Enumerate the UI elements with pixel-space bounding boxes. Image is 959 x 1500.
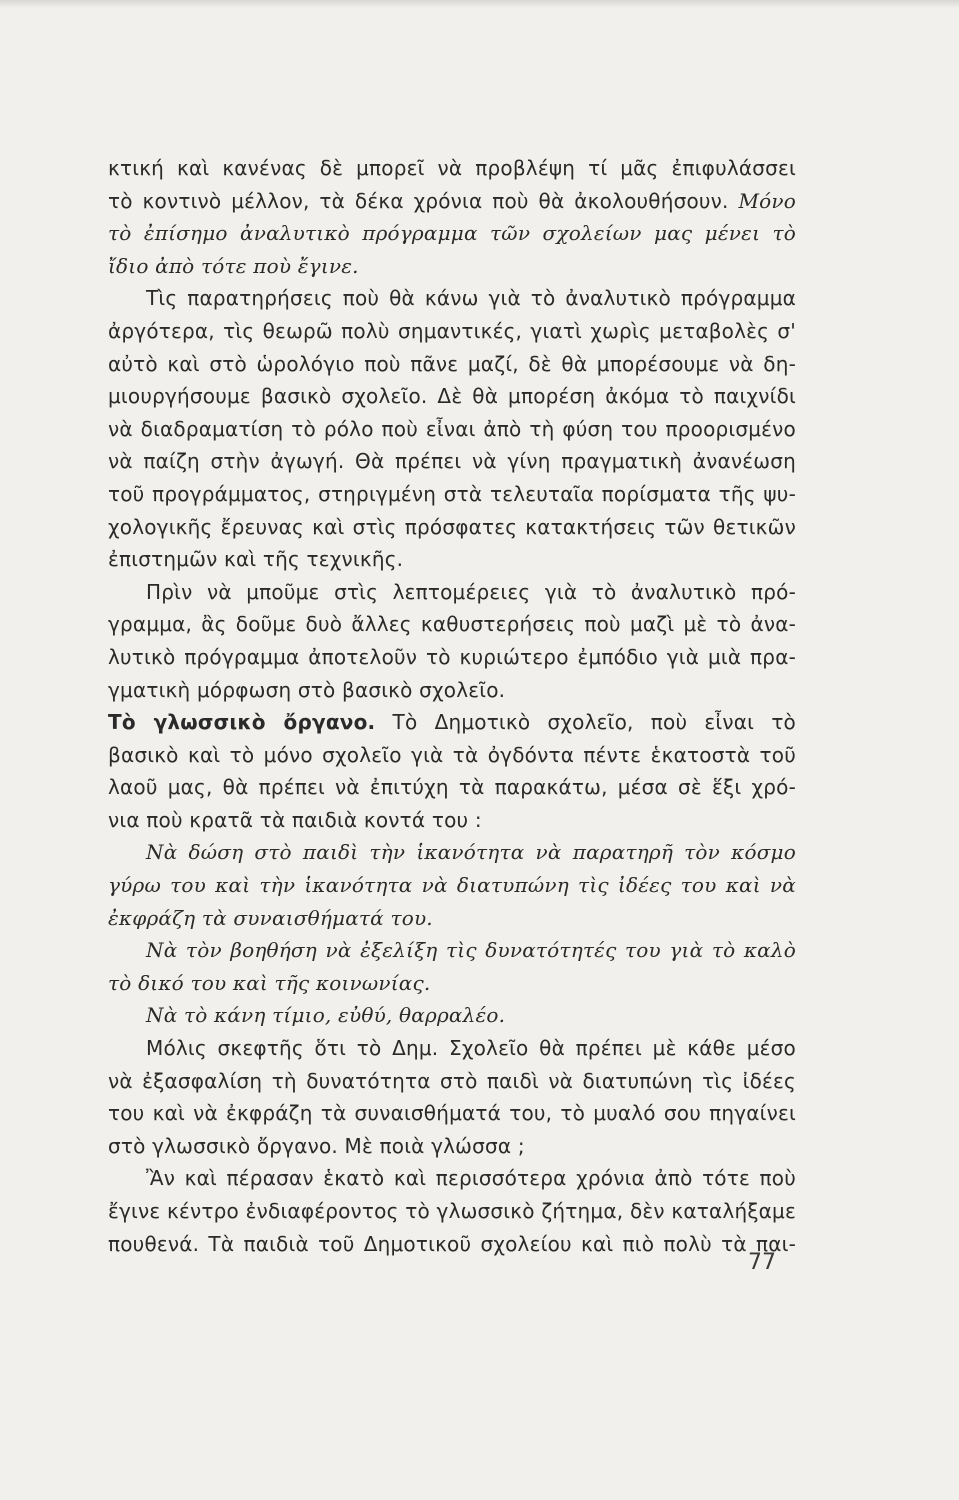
text-span: νὰ διαδραματίση τὸ ρόλο ποὺ εἶναι ἀπὸ τὴ φύση του προορισμένο: [108, 416, 796, 441]
text-span: λυτικὸ πρόγραμμα ἀποτελοῦν τὸ κυριώτερο ἐμπόδιο γιὰ μιὰ πρα-: [108, 644, 796, 669]
text-line: [108, 1195, 796, 1228]
text-span-italic: Μόνο: [738, 188, 796, 213]
text-line: [108, 641, 796, 674]
text-line: [108, 315, 796, 348]
text-span: Τὸ Δημοτικὸ σχολεῖο, ποὺ εἶναι τὸ: [375, 710, 796, 735]
page-number: 77: [748, 1250, 776, 1275]
text-span-italic: ἐκφράζη τὰ συναισθήματά του.: [108, 905, 433, 930]
text-line: [108, 1065, 796, 1098]
text-span: στὸ γλωσσικὸ ὄργανο. Μὲ ποιὰ γλώσσα ;: [108, 1133, 525, 1158]
text-line: [108, 348, 796, 381]
text-line: [108, 902, 796, 935]
text-line: [108, 739, 796, 772]
text-span: νὰ ἐξασφαλίση τὴ δυνατότητα στὸ παιδὶ νὰ διατυπώνη τὶς ἰδέες: [108, 1068, 796, 1093]
text-line: [108, 608, 796, 641]
text-span: αὐτὸ καὶ στὸ ὡρολόγιο ποὺ πᾶνε μαζί, δὲ θὰ μπορέσουμε νὰ δη-: [108, 351, 796, 376]
text-line: [108, 1032, 796, 1065]
section-heading: Τὸ γλωσσικὸ ὄργανο.: [108, 710, 376, 735]
text-line: [108, 478, 796, 511]
text-span: πουθενά. Τὰ παιδιὰ τοῦ Δημοτικοῦ σχολείου καὶ πιὸ πολὺ τὰ παι-: [108, 1231, 796, 1256]
text-line: [108, 706, 796, 739]
text-line: [108, 185, 796, 218]
text-span: μιουργήσουμε βασικὸ σχολεῖο. Δὲ θὰ μπορέση ἀκόμα τὸ παιχνίδι: [108, 384, 796, 409]
text-span: νια ποὺ κρατᾶ τὰ παιδιὰ κοντά του :: [108, 807, 482, 832]
text-span-italic: Νὰ τὸν βοηθήση νὰ ἐξελίξη τὶς δυνατότητές του γιὰ τὸ καλὸ: [146, 938, 796, 963]
text-span: κτική καὶ κανένας δὲ μπορεῖ νὰ προβλέψη τί μᾶς ἐπιφυλάσσει: [108, 156, 796, 180]
text-line: [108, 413, 796, 446]
text-line: [108, 445, 796, 478]
text-line: [108, 804, 796, 837]
text-span: τοῦ προγράμματος, στηριγμένη στὰ τελευταῖα πορίσματα τῆς ψυ-: [108, 481, 796, 506]
text-line: [108, 771, 796, 804]
text-line: [108, 934, 796, 967]
text-line: [108, 543, 796, 576]
text-line: [108, 282, 796, 315]
text-span-italic: ἴδιο ἀπὸ τότε ποὺ ἔγινε.: [108, 253, 359, 278]
text-span-italic: γύρω του καὶ τὴν ἱκανότητα νὰ διατυπώνη τὶς ἰδέες του καὶ νὰ: [108, 873, 796, 898]
text-line: [108, 1097, 796, 1130]
text-line: [108, 1228, 796, 1261]
text-line: [108, 250, 796, 283]
text-line: [108, 836, 796, 869]
text-span: λαοῦ μας, θὰ πρέπει νὰ ἐπιτύχη τὰ παρακάτω, μέσα σὲ ἕξι χρό-: [108, 775, 796, 800]
text-line: [108, 217, 796, 250]
text-line: [108, 511, 796, 544]
text-span: χολογικῆς ἔρευνας καὶ στὶς πρόσφατες κατακτήσεις τῶν θετικῶν: [108, 514, 796, 539]
text-span: γραμμα, ἂς δοῦμε δυὸ ἄλλες καθυστερήσεις ποὺ μαζὶ μὲ τὸ ἀνα-: [108, 612, 796, 637]
text-span: βασικὸ καὶ τὸ μόνο σχολεῖο γιὰ τὰ ὀγδόντα πέντε ἑκατοστὰ τοῦ: [108, 742, 796, 767]
text-span: ἔγινε κέντρο ἐνδιαφέροντος τὸ γλωσσικὸ ζήτημα, δὲν καταλήξαμε: [108, 1199, 796, 1223]
text-span: ἀργότερα, τὶς θεωρῶ πολὺ σημαντικές, γιατὶ χωρὶς μεταβολὲς σ': [108, 318, 796, 343]
text-span: Πρὶν νὰ μποῦμε στὶς λεπτομέρειες γιὰ τὸ ἀναλυτικὸ πρό-: [146, 579, 796, 604]
text-line: [108, 152, 796, 185]
text-line: [108, 1130, 796, 1163]
text-span: του καὶ νὰ ἐκφράζη τὰ συναισθήματά του, τὸ μυαλό σου πηγαίνει: [108, 1101, 796, 1126]
text-line: [108, 967, 796, 1000]
text-span: νὰ παίζη στὴν ἀγωγή. Θὰ πρέπει νὰ γίνη πραγματικὴ ἀνανέωση: [108, 449, 796, 474]
text-span-italic: Νὰ τὸ κάνη τίμιο, εὐθύ, θαρραλέο.: [146, 1003, 506, 1028]
text-line: [108, 869, 796, 902]
page-edge: [0, 0, 959, 8]
text-span: Μόλις σκεφτῆς ὅτι τὸ Δημ. Σχολεῖο θὰ πρέπει μὲ κάθε μέσο: [146, 1036, 796, 1061]
text-line: [108, 380, 796, 413]
text-line: [108, 576, 796, 609]
body-text: [108, 152, 796, 1260]
text-span: τὸ κοντινὸ μέλλον, τὰ δέκα χρόνια ποὺ θὰ ἀκολουθήσουν.: [108, 188, 739, 213]
text-line: [108, 1162, 796, 1195]
text-line: [108, 999, 796, 1032]
text-span: Τὶς παρατηρήσεις ποὺ θὰ κάνω γιὰ τὸ ἀναλυτικὸ πρόγραμμα: [146, 286, 796, 311]
text-span: Ἂν καὶ πέρασαν ἑκατὸ καὶ περισσότερα χρόνια ἀπὸ τότε ποὺ: [146, 1166, 796, 1191]
text-span: γματικὴ μόρφωση στὸ βασικὸ σχολεῖο.: [108, 677, 506, 702]
text-span-italic: Νὰ δώση στὸ παιδὶ τὴν ἱκανότητα νὰ παρατηρῆ τὸν κόσμο: [146, 840, 796, 865]
text-line: [108, 674, 796, 707]
text-span-italic: τὸ ἐπίσημο ἀναλυτικὸ πρόγραμμα τῶν σχολείων μας μένει τὸ: [108, 221, 796, 246]
text-span: ἐπιστημῶν καὶ τῆς τεχνικῆς.: [108, 547, 404, 572]
text-span-italic: τὸ δικό του καὶ τῆς κοινωνίας.: [108, 970, 431, 995]
